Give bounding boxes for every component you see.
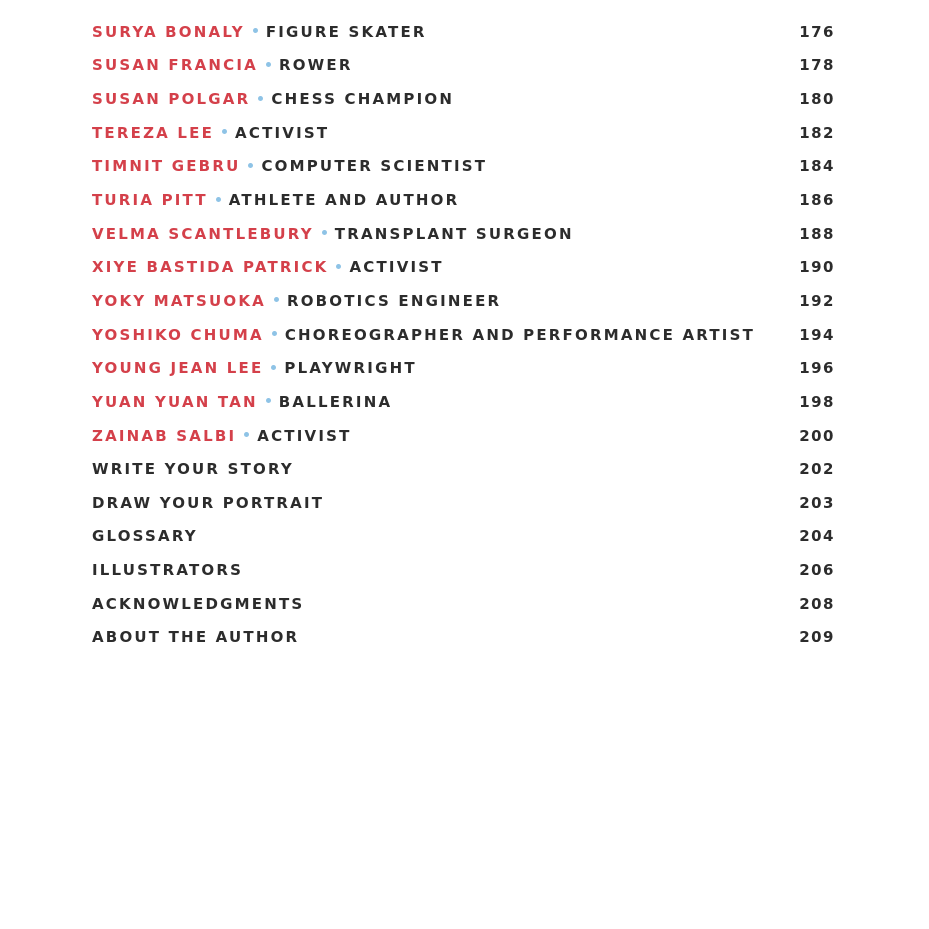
toc-entry[interactable] xyxy=(92,419,835,453)
entry-name: TIMNIT GEBRU xyxy=(92,157,241,176)
entry-name: YUAN YUAN TAN xyxy=(92,392,258,411)
entry-role: COMPUTER SCIENTIST xyxy=(261,157,488,176)
entry-name: YOUNG JEAN LEE xyxy=(92,359,264,378)
page-number: 194 xyxy=(799,325,835,344)
entry-name: SUSAN POLGAR xyxy=(92,90,251,109)
entry-role: ACTIVIST xyxy=(235,123,330,142)
toc-entry[interactable] xyxy=(92,150,835,184)
toc-entry[interactable] xyxy=(92,116,835,150)
entry-name: YOKY MATSUOKA xyxy=(92,291,266,310)
bullet-icon xyxy=(222,129,227,134)
page-number: 202 xyxy=(799,460,835,479)
toc-entry[interactable] xyxy=(92,351,835,385)
bullet-icon xyxy=(322,230,327,235)
entry-title: GLOSSARY xyxy=(92,527,198,546)
table-of-contents xyxy=(92,15,835,654)
bullet-icon xyxy=(266,62,271,67)
entry-name: SUSAN FRANCIA xyxy=(92,56,258,75)
toc-entry[interactable] xyxy=(92,250,835,284)
toc-entry[interactable] xyxy=(92,385,835,419)
entry-role: ACTIVIST xyxy=(349,258,444,277)
bullet-icon xyxy=(271,365,276,370)
toc-entry[interactable] xyxy=(92,183,835,217)
toc-entry[interactable] xyxy=(92,82,835,116)
page-number: 198 xyxy=(799,392,835,411)
page-number: 176 xyxy=(799,22,835,41)
toc-entry[interactable] xyxy=(92,217,835,251)
bullet-icon xyxy=(216,197,221,202)
page-number: 186 xyxy=(799,191,835,210)
bullet-icon xyxy=(253,28,258,33)
toc-back-matter-entry[interactable] xyxy=(92,621,835,655)
bullet-icon xyxy=(274,297,279,302)
page-number: 208 xyxy=(799,594,835,613)
entry-name: SURYA BONALY xyxy=(92,22,245,41)
toc-back-matter-entry[interactable] xyxy=(92,486,835,520)
entry-role: ACTIVIST xyxy=(257,426,352,445)
bullet-icon xyxy=(272,331,277,336)
entry-name: VELMA SCANTLEBURY xyxy=(92,224,314,243)
bullet-icon xyxy=(244,432,249,437)
entry-role: CHESS CHAMPION xyxy=(271,90,455,109)
toc-entry[interactable] xyxy=(92,284,835,318)
entry-name: XIYE BASTIDA PATRICK xyxy=(92,258,329,277)
entry-title: ILLUSTRATORS xyxy=(92,561,244,580)
toc-entry[interactable] xyxy=(92,15,835,49)
page-number: 190 xyxy=(799,258,835,277)
bullet-icon xyxy=(336,264,341,269)
entry-role: PLAYWRIGHT xyxy=(284,359,417,378)
page-number: 180 xyxy=(799,90,835,109)
toc-entry[interactable] xyxy=(92,49,835,83)
entry-role: ROWER xyxy=(278,56,353,75)
bullet-icon xyxy=(248,163,253,168)
page-number: 206 xyxy=(799,561,835,580)
entry-role: TRANSPLANT SURGEON xyxy=(334,224,574,243)
bullet-icon xyxy=(258,96,263,101)
page-number: 188 xyxy=(799,224,835,243)
entry-role: BALLERINA xyxy=(278,392,393,411)
toc-back-matter-entry[interactable] xyxy=(92,452,835,486)
page-number: 196 xyxy=(799,359,835,378)
toc-back-matter-entry[interactable] xyxy=(92,553,835,587)
toc-entry[interactable] xyxy=(92,318,835,352)
toc-back-matter-entry[interactable] xyxy=(92,587,835,621)
toc-back-matter-entry[interactable] xyxy=(92,520,835,554)
entry-name: ZAINAB SALBI xyxy=(92,426,237,445)
entry-title: ACKNOWLEDGMENTS xyxy=(92,594,305,613)
page-number: 182 xyxy=(799,123,835,142)
bullet-icon xyxy=(266,398,271,403)
page-number: 204 xyxy=(799,527,835,546)
page-number: 200 xyxy=(799,426,835,445)
entry-name: YOSHIKO CHUMA xyxy=(92,325,264,344)
entry-title: DRAW YOUR PORTRAIT xyxy=(92,493,325,512)
page-number: 203 xyxy=(799,493,835,512)
entry-name: TURIA PITT xyxy=(92,191,208,210)
page-number: 178 xyxy=(799,56,835,75)
page-number: 192 xyxy=(799,291,835,310)
entry-name: TEREZA LEE xyxy=(92,123,215,142)
page-number: 209 xyxy=(799,628,835,647)
entry-role: ROBOTICS ENGINEER xyxy=(286,291,502,310)
entry-role: FIGURE SKATER xyxy=(265,22,427,41)
page-number: 184 xyxy=(799,157,835,176)
entry-title: WRITE YOUR STORY xyxy=(92,460,294,479)
entry-role: CHOREOGRAPHER AND PERFORMANCE ARTIST xyxy=(284,325,756,344)
entry-role: ATHLETE AND AUTHOR xyxy=(228,191,460,210)
entry-title: ABOUT THE AUTHOR xyxy=(92,628,300,647)
